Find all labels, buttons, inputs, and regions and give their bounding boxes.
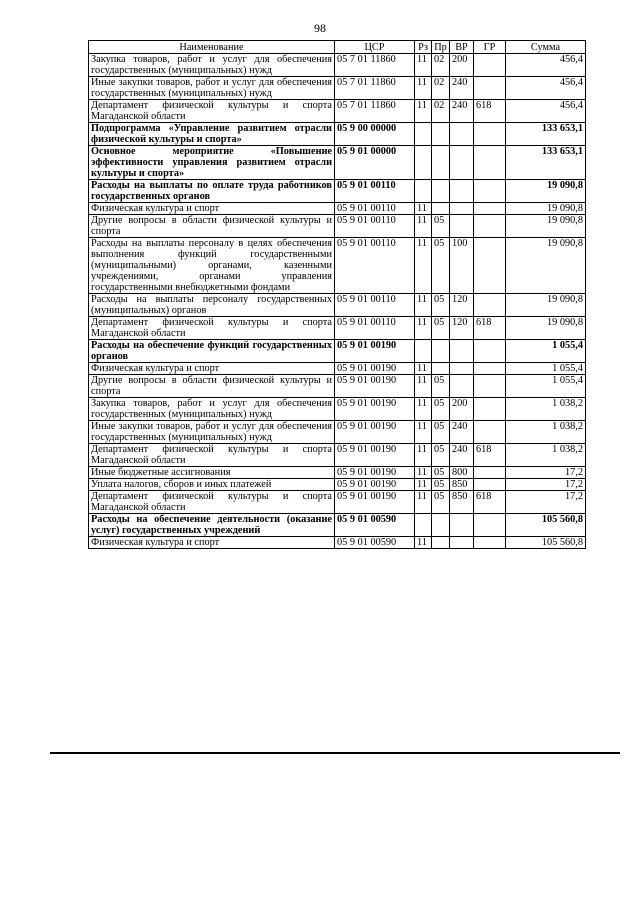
row-sum-cell: 1 055,4 [506,363,586,375]
row-gr-cell [474,398,506,421]
header-gr: ГР [474,41,506,54]
table-row [89,100,586,123]
row-vr-cell [450,215,474,238]
row-vr-cell [450,123,474,146]
row-rz-cell: 11 [415,238,432,294]
row-pr-cell [432,180,450,203]
row-sum-cell: 105 560,8 [506,514,586,537]
table-row [89,467,586,479]
row-csr-cell: 05 9 01 00190 [335,421,415,444]
row-pr-cell: 05 [432,317,450,340]
row-rz-cell: 11 [415,317,432,340]
table-row [89,340,586,363]
row-pr-cell: 05 [432,294,450,317]
row-pr-cell [432,340,450,363]
row-gr-cell [474,215,506,238]
row-name-cell: Расходы на выплаты персоналу государственных (муниципальных) органов [89,294,335,317]
table-row [89,77,586,100]
row-sum-cell: 17,2 [506,479,586,491]
row-csr-cell: 05 9 01 00190 [335,479,415,491]
table-row [89,421,586,444]
row-vr-cell [450,363,474,375]
row-vr-cell: 120 [450,294,474,317]
row-sum-cell: 17,2 [506,491,586,514]
row-rz-cell [415,340,432,363]
row-pr-cell: 05 [432,491,450,514]
row-pr-cell: 02 [432,77,450,100]
row-name-cell: Департамент физической культуры и спорта Магаданской области [89,317,335,340]
row-gr-cell [474,514,506,537]
row-name-cell: Другие вопросы в области физической культуры и спорта [89,375,335,398]
row-sum-cell: 105 560,8 [506,537,586,549]
header-rz: Рз [415,41,432,54]
row-csr-cell: 05 9 01 00110 [335,317,415,340]
table-row [89,294,586,317]
table-row [89,215,586,238]
table-header [89,41,586,54]
row-name-cell: Другие вопросы в области физической культуры и спорта [89,215,335,238]
row-name-cell: Департамент физической культуры и спорта Магаданской области [89,491,335,514]
row-sum-cell: 19 090,8 [506,180,586,203]
row-csr-cell: 05 9 00 00000 [335,123,415,146]
row-csr-cell: 05 7 01 11860 [335,54,415,77]
table-row [89,203,586,215]
row-sum-cell: 19 090,8 [506,294,586,317]
row-gr-cell: 618 [474,444,506,467]
row-gr-cell [474,479,506,491]
row-gr-cell [474,180,506,203]
row-sum-cell: 19 090,8 [506,215,586,238]
row-csr-cell: 05 9 01 00190 [335,363,415,375]
table-row [89,444,586,467]
row-rz-cell [415,123,432,146]
row-csr-cell: 05 7 01 11860 [335,77,415,100]
header-pr: Пр [432,41,450,54]
row-csr-cell: 05 9 01 00190 [335,340,415,363]
row-rz-cell [415,146,432,180]
row-vr-cell: 100 [450,238,474,294]
row-csr-cell: 05 9 01 00110 [335,203,415,215]
row-name-cell: Уплата налогов, сборов и иных платежей [89,479,335,491]
row-rz-cell: 11 [415,398,432,421]
row-name-cell: Основное мероприятие «Повышение эффективности управления развитием отрасли культуры и спорта» [89,146,335,180]
row-pr-cell: 05 [432,479,450,491]
row-csr-cell: 05 9 01 00190 [335,491,415,514]
row-csr-cell: 05 9 01 00110 [335,215,415,238]
row-csr-cell: 05 7 01 11860 [335,100,415,123]
budget-table [88,40,586,549]
row-vr-cell: 240 [450,100,474,123]
row-vr-cell [450,514,474,537]
row-rz-cell: 11 [415,479,432,491]
row-rz-cell: 11 [415,467,432,479]
row-csr-cell: 05 9 01 00110 [335,238,415,294]
row-vr-cell [450,375,474,398]
row-rz-cell: 11 [415,100,432,123]
table-row [89,514,586,537]
row-sum-cell: 133 653,1 [506,123,586,146]
row-csr-cell: 05 9 01 00110 [335,294,415,317]
table-row [89,238,586,294]
table-row [89,479,586,491]
row-vr-cell: 850 [450,491,474,514]
row-pr-cell: 05 [432,398,450,421]
row-vr-cell: 240 [450,444,474,467]
row-csr-cell: 05 9 01 00190 [335,398,415,421]
row-vr-cell: 200 [450,398,474,421]
row-name-cell: Расходы на обеспечение деятельности (оказание услуг) государственных учреждений [89,514,335,537]
table-row [89,363,586,375]
row-pr-cell: 05 [432,444,450,467]
table-row [89,123,586,146]
row-vr-cell: 850 [450,479,474,491]
table-row [89,180,586,203]
row-gr-cell [474,537,506,549]
row-name-cell: Расходы на выплаты персоналу в целях обеспечения выполнения функций государственными (муниципальными) органами, казенными учреждениями, органами управления государственными внебюджетными фондами [89,238,335,294]
row-sum-cell: 1 055,4 [506,340,586,363]
row-sum-cell: 1 038,2 [506,398,586,421]
row-name-cell: Закупка товаров, работ и услуг для обеспечения государственных (муниципальных) нужд [89,398,335,421]
row-vr-cell: 240 [450,421,474,444]
header-csr: ЦСР [335,41,415,54]
table-row [89,317,586,340]
table-body [89,54,586,549]
row-csr-cell: 05 9 01 00590 [335,514,415,537]
row-vr-cell [450,203,474,215]
table-row [89,375,586,398]
row-name-cell: Расходы на обеспечение функций государственных органов [89,340,335,363]
row-sum-cell: 19 090,8 [506,238,586,294]
row-csr-cell: 05 9 01 00110 [335,180,415,203]
row-name-cell: Расходы на выплаты по оплате труда работников государственных органов [89,180,335,203]
row-sum-cell: 456,4 [506,100,586,123]
table-row [89,398,586,421]
row-vr-cell: 240 [450,77,474,100]
row-gr-cell [474,146,506,180]
row-rz-cell: 11 [415,421,432,444]
row-sum-cell: 19 090,8 [506,203,586,215]
table-row [89,146,586,180]
row-gr-cell [474,421,506,444]
row-name-cell: Физическая культура и спорт [89,363,335,375]
row-gr-cell: 618 [474,491,506,514]
row-name-cell: Иные закупки товаров, работ и услуг для обеспечения государственных (муниципальных) нужд [89,421,335,444]
row-rz-cell: 11 [415,363,432,375]
row-vr-cell: 200 [450,54,474,77]
row-name-cell: Департамент физической культуры и спорта Магаданской области [89,444,335,467]
row-name-cell: Иные закупки товаров, работ и услуг для обеспечения государственных (муниципальных) нужд [89,77,335,100]
row-vr-cell: 120 [450,317,474,340]
row-gr-cell [474,375,506,398]
table-row [89,537,586,549]
row-name-cell: Физическая культура и спорт [89,203,335,215]
row-vr-cell [450,537,474,549]
row-rz-cell: 11 [415,77,432,100]
row-vr-cell [450,340,474,363]
row-pr-cell [432,363,450,375]
row-name-cell: Департамент физической культуры и спорта Магаданской области [89,100,335,123]
row-name-cell: Иные бюджетные ассигнования [89,467,335,479]
row-pr-cell: 05 [432,467,450,479]
row-csr-cell: 05 9 01 00590 [335,537,415,549]
row-rz-cell: 11 [415,491,432,514]
row-rz-cell: 11 [415,203,432,215]
row-csr-cell: 05 9 01 00190 [335,375,415,398]
row-gr-cell [474,467,506,479]
row-sum-cell: 456,4 [506,54,586,77]
header-name: Наименование [89,41,335,54]
row-gr-cell: 618 [474,317,506,340]
row-gr-cell [474,54,506,77]
row-sum-cell: 1 038,2 [506,421,586,444]
row-pr-cell: 05 [432,238,450,294]
row-gr-cell [474,294,506,317]
row-vr-cell [450,180,474,203]
row-gr-cell [474,238,506,294]
bottom-divider [50,752,620,754]
row-gr-cell [474,77,506,100]
header-vr: ВР [450,41,474,54]
row-pr-cell [432,203,450,215]
row-pr-cell: 05 [432,215,450,238]
row-rz-cell: 11 [415,375,432,398]
row-vr-cell: 800 [450,467,474,479]
row-pr-cell [432,537,450,549]
table-row [89,491,586,514]
row-rz-cell [415,180,432,203]
row-csr-cell: 05 9 01 00190 [335,444,415,467]
row-csr-cell: 05 9 01 00190 [335,467,415,479]
row-sum-cell: 1 038,2 [506,444,586,467]
row-name-cell: Физическая культура и спорт [89,537,335,549]
row-gr-cell: 618 [474,100,506,123]
row-gr-cell [474,203,506,215]
row-pr-cell: 02 [432,54,450,77]
row-rz-cell [415,514,432,537]
row-gr-cell [474,363,506,375]
row-sum-cell: 19 090,8 [506,317,586,340]
row-gr-cell [474,123,506,146]
table-row [89,54,586,77]
row-sum-cell: 456,4 [506,77,586,100]
row-pr-cell [432,146,450,180]
row-pr-cell [432,514,450,537]
row-vr-cell [450,146,474,180]
page-number: 98 [314,21,326,35]
row-pr-cell: 05 [432,421,450,444]
row-rz-cell: 11 [415,444,432,467]
row-sum-cell: 133 653,1 [506,146,586,180]
row-csr-cell: 05 9 01 00000 [335,146,415,180]
row-name-cell: Закупка товаров, работ и услуг для обеспечения государственных (муниципальных) нужд [89,54,335,77]
row-name-cell: Подпрограмма «Управление развитием отрасли физической культуры и спорта» [89,123,335,146]
row-sum-cell: 17,2 [506,467,586,479]
row-rz-cell: 11 [415,537,432,549]
row-gr-cell [474,340,506,363]
row-rz-cell: 11 [415,54,432,77]
header-row [89,41,586,54]
row-pr-cell: 02 [432,100,450,123]
row-rz-cell: 11 [415,215,432,238]
header-sum: Сумма [506,41,586,54]
row-pr-cell: 05 [432,375,450,398]
row-sum-cell: 1 055,4 [506,375,586,398]
row-rz-cell: 11 [415,294,432,317]
row-pr-cell [432,123,450,146]
